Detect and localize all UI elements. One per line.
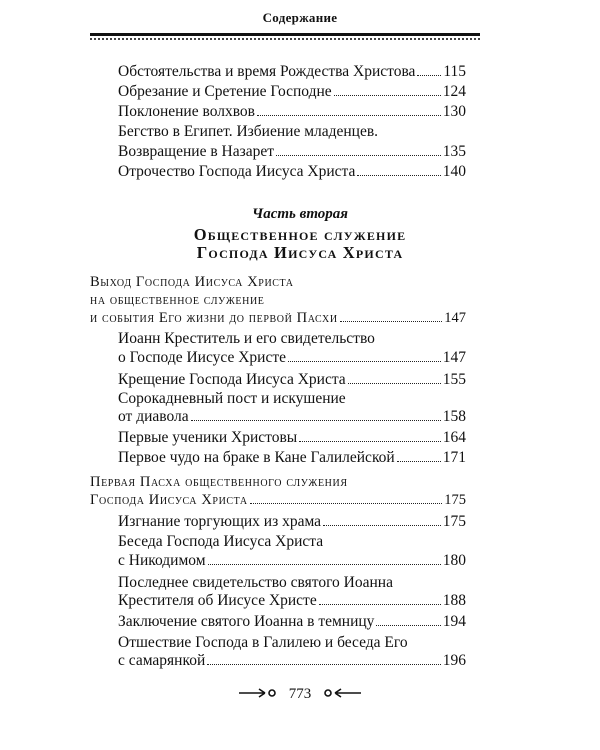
toc-entry[interactable] — [118, 512, 466, 531]
toc-entry-title: Первое чудо на браке в Кане Галилейской — [118, 449, 395, 466]
part-title-line2: Господа Иисуса Христа — [196, 243, 404, 262]
header-rule-thick — [90, 33, 480, 36]
dot-leader — [288, 361, 441, 362]
dot-leader — [397, 461, 441, 462]
page-number: 773 — [288, 686, 312, 702]
section-title: и события Его жизни до первой Пасхи — [90, 310, 338, 326]
section-page: 175 — [444, 492, 466, 508]
section-entry[interactable] — [90, 491, 466, 510]
toc-entry-title: с самарянкой — [118, 652, 206, 669]
toc-entry-title: Обстоятельства и время Рождества Христова — [118, 63, 416, 80]
toc-entry[interactable] — [118, 551, 466, 570]
dot-leader — [299, 441, 441, 442]
toc-entry-page: 188 — [442, 592, 466, 609]
dot-leader — [323, 525, 441, 526]
toc-entry-title-line: Отшествие Господа в Галилею и беседа Его — [118, 634, 408, 651]
toc-entry-page: 158 — [442, 408, 466, 425]
toc-entry-title-line: Бегство в Египет. Избиение младенцев. — [118, 123, 379, 140]
toc-entry-title: с Никодимом — [118, 552, 206, 569]
toc-entry-title: Поклонение волхвов — [118, 103, 256, 120]
toc-entry-title: Крестителя об Иисусе Христе — [118, 592, 317, 609]
section-title: Господа Иисуса Христа — [90, 492, 248, 508]
page-footer — [0, 686, 600, 703]
toc-entry[interactable] — [118, 102, 466, 121]
toc-entry-page: 147 — [442, 349, 466, 366]
toc-entry[interactable] — [118, 62, 466, 81]
dot-leader — [191, 420, 441, 421]
toc-entry[interactable] — [118, 612, 466, 631]
part-title-line1: Общественное служение — [193, 225, 407, 244]
toc-entry-title: Крещение Господа Иисуса Христа — [118, 371, 346, 388]
toc-entry-page: 115 — [443, 63, 466, 80]
dot-leader — [276, 155, 441, 156]
dot-leader — [257, 115, 441, 116]
toc-entry-title-line: Иоанн Креститель и его свидетельство — [118, 330, 375, 347]
running-head: Содержание — [262, 10, 338, 25]
section-entry[interactable] — [90, 309, 466, 328]
toc-entry-page: 155 — [442, 371, 466, 388]
dot-leader — [207, 664, 441, 665]
toc-entry-title-line: Беседа Господа Иисуса Христа — [118, 533, 324, 550]
dot-leader — [340, 321, 443, 322]
toc-entry-title-line: Последнее свидетельство святого Иоанна — [118, 574, 393, 591]
toc-entry[interactable] — [118, 591, 466, 610]
toc-entry[interactable] — [118, 82, 466, 101]
left-ornament-icon — [239, 687, 279, 703]
toc-entry-title: Обрезание и Сретение Господне — [118, 83, 332, 100]
toc-entry-page: 171 — [442, 449, 466, 466]
dot-leader — [417, 75, 441, 76]
toc-entry[interactable] — [118, 448, 466, 467]
toc-entry-title: Отрочество Господа Иисуса Христа — [118, 163, 356, 180]
part-label: Часть вторая — [251, 206, 349, 222]
section-page: 147 — [444, 310, 466, 326]
section-title-line: Выход Господа Иисуса Христа — [90, 274, 294, 290]
dot-leader — [334, 95, 441, 96]
toc-entry[interactable] — [118, 651, 466, 670]
toc-entry-page: 124 — [442, 83, 466, 100]
toc-entry-title-line: Сорокадневный пост и искушение — [118, 390, 346, 407]
header-rule-dotted — [90, 38, 480, 40]
toc-entry[interactable] — [118, 348, 466, 367]
dot-leader — [319, 604, 441, 605]
toc-entry-page: 180 — [442, 552, 466, 569]
dot-leader — [357, 175, 440, 176]
dot-leader — [376, 625, 440, 626]
toc-entry-title: Первые ученики Христовы — [118, 429, 298, 446]
toc-entry-page: 140 — [442, 163, 466, 180]
dot-leader — [348, 383, 441, 384]
toc-entry-page: 194 — [442, 613, 466, 630]
section-title-line: на общественное служение — [90, 292, 265, 308]
dot-leader — [208, 564, 441, 565]
toc-entry-page: 135 — [442, 143, 466, 160]
section-title-line: Первая Пасха общественного служения — [90, 474, 348, 490]
toc-entry-title: от диавола — [118, 408, 189, 425]
toc-entry-page: 196 — [442, 652, 466, 669]
toc-entry[interactable] — [118, 407, 466, 426]
toc-entry-page: 130 — [442, 103, 466, 120]
toc-entry-page: 175 — [442, 513, 466, 530]
dot-leader — [250, 503, 443, 504]
toc-entry[interactable] — [118, 162, 466, 181]
toc-entry[interactable] — [118, 142, 466, 161]
right-ornament-icon — [321, 687, 361, 703]
toc-entry[interactable] — [118, 370, 466, 389]
toc-entry[interactable] — [118, 428, 466, 447]
toc-entry-title: о Господе Иисусе Христе — [118, 349, 286, 366]
toc-entry-title: Изгнание торгующих из храма — [118, 513, 322, 530]
toc-entry-page: 164 — [442, 429, 466, 446]
toc-entry-title: Заключение святого Иоанна в темницу — [118, 613, 375, 630]
toc-entry-title: Возвращение в Назарет — [118, 143, 274, 160]
